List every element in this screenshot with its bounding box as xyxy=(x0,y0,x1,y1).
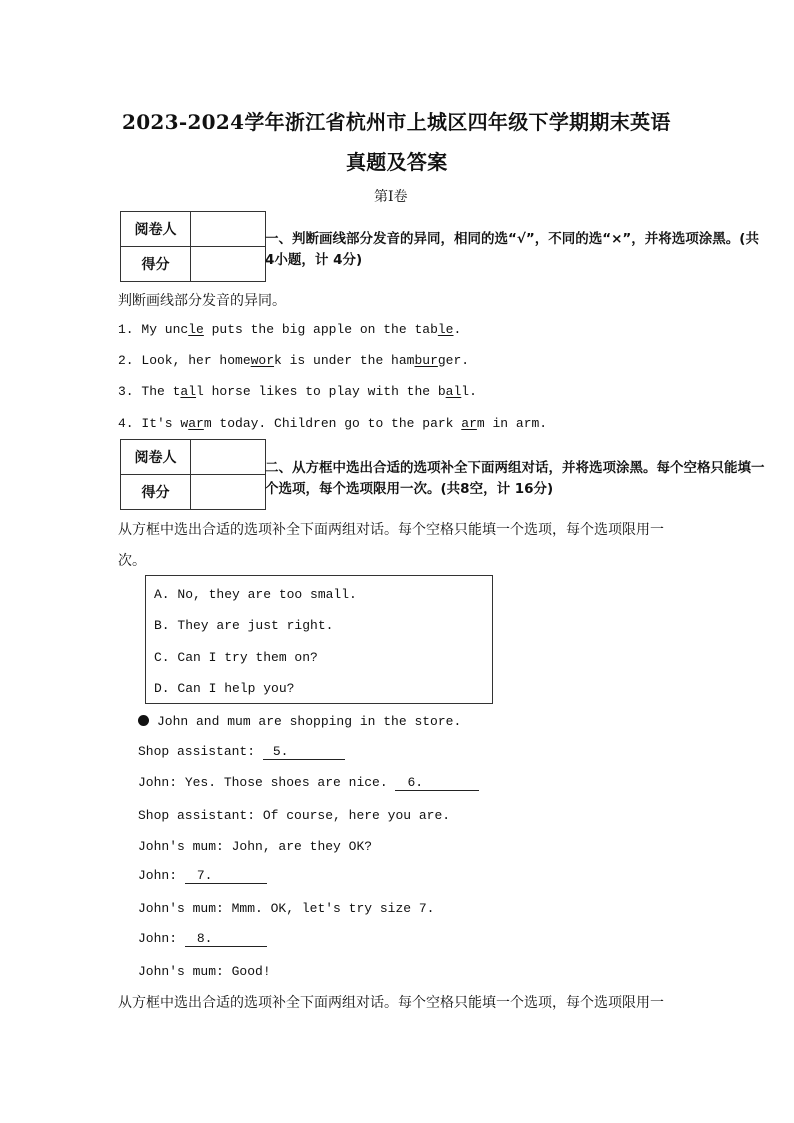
dialog-line: John's mum: Good! xyxy=(138,964,271,979)
score-table-1 xyxy=(120,211,266,282)
scene-line: John and mum are shopping in the store. xyxy=(138,714,461,729)
option-a: A. No, they are too small. xyxy=(154,587,357,602)
score-cell xyxy=(191,475,266,510)
volume-label: 第Ⅰ卷 xyxy=(374,189,408,205)
doc-title-line2: 真题及答案 xyxy=(346,150,448,174)
bullet-icon xyxy=(138,715,149,726)
section2-instruction-line1: 从方框中选出合适的选项补全下面两组对话。每个空格只能填一个选项，每个选项限用一 xyxy=(118,522,664,538)
doc-title-line1: 2023-2024学年浙江省杭州市上城区四年级下学期期末英语 xyxy=(122,110,671,134)
score-label: 得分 xyxy=(121,247,191,282)
section1-heading-line1: 一、判断画线部分发音的异同，相同的选“√”，不同的选“×”，并将选项涂黑。(共 xyxy=(265,231,759,247)
dialog-line: John's mum: Mmm. OK, let's try size 7. xyxy=(138,901,435,916)
option-c: C. Can I try them on? xyxy=(154,650,318,665)
section2-heading-line1: 二、从方框中选出合适的选项补全下面两组对话，并将选项涂黑。每个空格只能填一 xyxy=(265,460,765,476)
question-2: 2. Look, her homework is under the hamburger. xyxy=(118,353,470,368)
dialog-line: Shop assistant: 5. xyxy=(138,744,345,760)
section2-instruction-line2: 次。 xyxy=(118,553,146,569)
question-4: 4. It's warm today. Children go to the park arm in arm. xyxy=(118,416,548,431)
reviewer-label: 阅卷人 xyxy=(121,212,191,247)
answer-blank[interactable]: 8. xyxy=(185,931,267,947)
answer-blank[interactable]: 6. xyxy=(395,775,479,791)
section2-instruction-repeat: 从方框中选出合适的选项补全下面两组对话。每个空格只能填一个选项，每个选项限用一 xyxy=(118,995,664,1011)
reviewer-cell xyxy=(191,212,266,247)
score-cell xyxy=(191,247,266,282)
question-3: 3. The tall horse likes to play with the ball. xyxy=(118,384,477,399)
answer-blank[interactable]: 7. xyxy=(185,868,267,884)
score-label: 得分 xyxy=(121,475,191,510)
dialog-line: John: Yes. Those shoes are nice. 6. xyxy=(138,775,479,791)
dialog-line: John: 7. xyxy=(138,868,267,884)
option-b: B. They are just right. xyxy=(154,618,334,633)
dialog-line: John: 8. xyxy=(138,931,267,947)
section1-heading-line2: 4小题，计 4分) xyxy=(265,252,363,268)
answer-blank[interactable]: 5. xyxy=(263,744,345,760)
reviewer-cell xyxy=(191,440,266,475)
score-table-2 xyxy=(120,439,266,510)
dialog-line: Shop assistant: Of course, here you are. xyxy=(138,808,451,823)
section1-instruction: 判断画线部分发音的异同。 xyxy=(118,293,286,309)
section2-heading-line2: 个选项，每个选项限用一次。(共8空，计 16分) xyxy=(265,481,554,497)
question-1: 1. My uncle puts the big apple on the table. xyxy=(118,322,462,337)
option-d: D. Can I help you? xyxy=(154,681,295,696)
reviewer-label: 阅卷人 xyxy=(121,440,191,475)
dialog-line: John's mum: John, are they OK? xyxy=(138,839,373,854)
